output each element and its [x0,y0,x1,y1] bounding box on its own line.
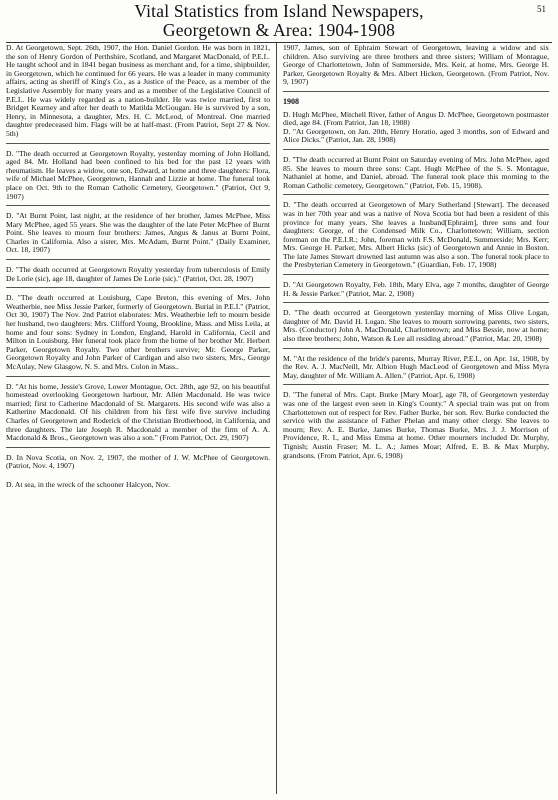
entry-macleod: M. "At the residence of the bride's parents, Murray River, P.E.I., on Apr. 1st, 1908, by the Rev. A. J. MacNeill, Mr. Albion Hugh MacLeod of Georgetown and Miss Myra May, daughter of Mr. William A. Allen." (Patriot, Apr. 6, 1908) [283,355,549,386]
right-column [283,44,549,470]
entry-weatherbie: D. "The death occurred at Louisburg, Cape Breton, this evening of Mrs. John Weatherbie, nee Miss Jessie Parker, formerly of Georgetown. Burial in P.E.I." (Patriot, Oct 30, 1907) The Nov. 2nd Patriot elaborates: Mrs. Weatherbie left to mourn beside her husband, two daughters: Mrs. Clifford Young, Brookline, Mass. and Miss Leila, at home and four sons: Sydney in London, England, Harold in California, Cecil and Milton in Louisburg. Her funeral took place from the home of her brother Mr. Herbert Parker, Georgetown Royalty. Two other brothers survive; Mr. George Parker, Georgetown Royalty and John Parker of Cardigan and also two sisters, Mrs., George McAulay, New Glasgow, N. S. and Mrs. Colon in Mass.. [6,294,270,376]
entry-mary-stewart: D. "The death occurred at Georgetown of Mary Sutherland [Stewart]. The deceased was in her 70th year and was a native of Nova Scotia but had been a resident of this province for many years. She leaves a husband[Ephraim], three sons and four daughters: George, of the Condensed Milk Co., Charlottetown; William, section foreman on the P.E.I.R.; John, foreman with F.S. McDonald, Summerside; Mrs. Kerr; Mrs. George H. Parker, Mrs. Albert Hicks (sic) of Georgetown and Annie in Boston. The late James Stewart drowned last autumn was also a son. The funeral took place to the Presbyterian Cemetery in Georgetown." (Guardian, Feb. 17, 1908) [283,201,549,275]
title-line-2: Georgetown & Area: 1904-1908 [162,20,396,40]
left-column [6,44,270,500]
page-header [0,2,558,40]
entry-halcyon: D. At sea, in the wreck of the schooner Halcyon, Nov. [6,479,170,489]
entry-mary-mcphee: D. "At Burnt Point, last night, at the residence of her brother, James McPhee, Miss Mary McPhee, aged 55 years. She was the daughter of the late Peter McPhee of Burnt Point. She leaves to mourn four brothers: James, Angus & Janus at Burnt Point, Charles in California. Also a sister, Mrs. McAdam, Burnt Point." (Daily Examiner, Oct. 18, 1907) [6,212,270,260]
page-number: 51 [537,4,546,14]
entry-de-lorie: D. "The death occurred at Georgetown Royalty yesterday from tuberculosis of Emily De Lorie (sic), age 18, daughter of James De Lorie (sic)." (Patriot, Oct. 28, 1907) [6,266,270,288]
entry-mcphee-mother: D. In Nova Scotia, on Nov. 2, 1907, the mother of J. W. McPhee of Georgetown. (Patriot, Nov. 4, 1907) [6,452,270,471]
entry-gordon: D. At Georgetown, Sept. 26th, 1907, the Hon. Daniel Gordon. He was born in 1821, the son of Henry Gordon of Perthshire, Scotland, and Margaret MacDonald, of P.E.I.. He taught school and in 1841 began business as merchant and, for a time, shipbuilder, in Georgetown, which he continued for 66 years. He was a leader in many community affairs, acting as sheriff of King's Co., as a Justice of the Peace, as a member of the Legislative Assembly for many years and as a member of the Legislative Council of P.E.I.. He was widely regarded as a nation-builder. He was twice married, first to Bridget Kearney and after her death to Matilda McGougan. He is survived by a son, Henry, in Minnesota, a daughter, Mrs. H. C. McLeod, of Montreal. One married daughter predeceased him. Flags will be at half-mast. (From Patriot, Sept 27 & Nov. 5th) [6,44,270,144]
entry-mrs-mcphee: D. "The death occurred at Burnt Point on Saturday evening of Mrs. John McPhee, aged 85. She leaves to mourn three sons: Capt. Hugh McPhee of the S. S. Montague, Nathaniel at home, and Daniel, abroad. The funeral took place this morning to the Roman Catholic cemetery, Georgetown." (Patriot, Feb. 15, 1908). [283,156,549,195]
entry-logan: D. "The death occurred at Georgetown yesterday morning of Miss Olive Logan, daughter of Mr. David H. Logan. She leaves to mourn sorrowing parents, two sisters, Mrs. (Conductor) John A. MacDonald, Charlottetown; and Miss Bessie, now at home; also three brothers; John, Watson & Lee all residing abroad." (Patriot, Mar. 20, 1908) [283,309,549,348]
column-divider [276,42,277,794]
entry-macdonald: D. "At his home, Jessie's Grove, Lower Montague, Oct. 28th, age 92, on his beautiful homestead overlooking Georgetown harbour, Mr. Allen Macdonald. He was twice married; first to Catherine Macdonald of St. Margarets. His second wife was also a Katherine Macdonald. Of his children from his first wife five survive including Charles of Georgetown and Roderick of the Christian Brotherhood, in California, and three daughters. The late Joseph R. Macdonald a member of the firm of A. A. Macdonald & Bros., Georgetown was also a son." (From Patriot, Oct. 29, 1907) [6,383,270,448]
year-heading: 1908 [283,96,299,106]
title-line-1: Vital Statistics from Island Newspapers, [134,1,424,21]
entry-parker: D. "At Georgetown Royalty, Feb. 18th, Mary Elva, age 7 months, daughter of George H. & Jessie Parker." (Patriot, Mar. 2, 1908) [283,281,549,303]
entry-burke: D. "The funeral of Mrs. Capt. Burke [Mary Moar], age 78, of Georgetown yesterday was one of the largest even seen in King's County." A special train was put on from Charlottetown out of respect for Rev. Father Burke, her son. Rev. Burke conducted the service with the assistance of Father Phelan and many other clergy. She leaves to mourn; Rev. A. E. Burke, James Burke, Thomas Burke, Mrs. J. J. Morrison of Providence, R. I., and Miss Emma at home. Other mourners included Dr. Murphy, Tignish; Austin Fraser; M. L. A.; James Moar; Alfred, E. B. & Max Murphy, grandsons. (From Patriot, Apr. 6, 1908) [283,390,549,460]
entry-hugh-mcphee: D. Hugh McPhee, Mitchell River, father of Angus D. McPhee, Georgetown postmaster died, age 84. (From Patriot, Jan 18, 1908) D. "At Georgetown, on Jan. 20th, Henry Horatio, aged 3 months, son of Edward and Alice Dicks." (Patriot, Jan. 28, 1908) [283,111,549,150]
entry-holland: D. "The death occurred at Georgetown Royalty, yesterday morning of John Holland, aged 84. Mr. Holland had been confined to his bed for the past 12 years with rheumatism. He leaves a widow, one son, Edward, at home and three daughters: Flora, wife of Michael McPhee, Georgetown, Hannah and Lizzie at home. The funeral took place on Oct. 9th to the Roman Catholic Cemetery, Georgetown." (Patriot, Oct 9, 1907) [6,150,270,207]
entry-stewart-cont: 1907, James, son of Ephraim Stewart of Georgetown, leaving a widow and six children. Also surviving are three brothers and three sisters; William of Montague, George of Charlottetown, John of Summerside, Mrs. Keir, at home, Mrs. George H. Parker, Georgetown Royalty & Mrs. Albert Hicken, Georgetown. (From Patriot, Nov. 9, 1907) [283,44,549,92]
